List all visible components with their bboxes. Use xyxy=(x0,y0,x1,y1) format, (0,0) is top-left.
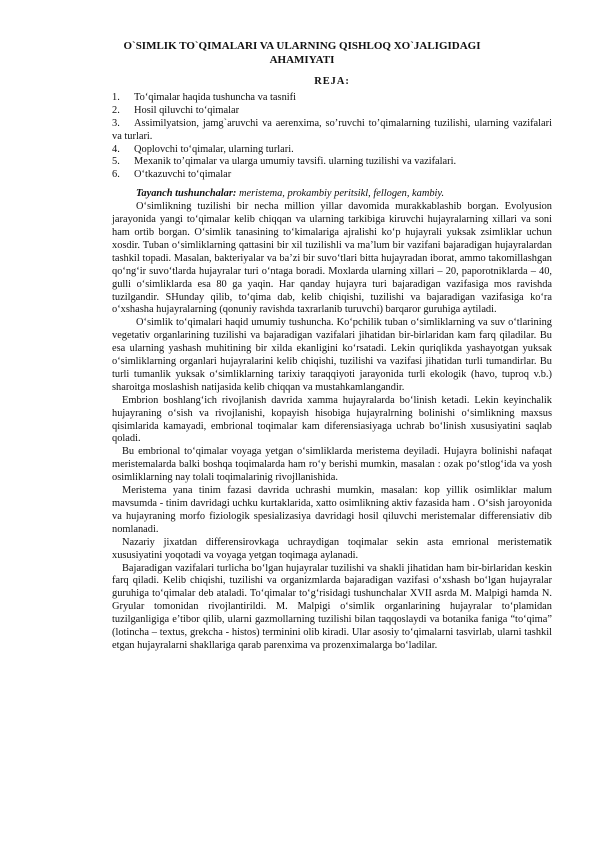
body-paragraph: Embrion boshlang‘ich rivojlanish davrida xamma hujayralarda bo‘linish ketadi. Lekin keyinchalik hujayraning o‘sish va rivojlanishi, kopayish hisobiga hujayralrning bolinishi o‘simlikning maxsus qisimlarida kamayadi, embrional toqimalar kam diferensiasiyaga uchrab bo‘linish xususiyatini saqlab qoladi. xyxy=(112,394,552,445)
plan-item-number: 1. xyxy=(112,91,120,103)
plan-item-number: 3. xyxy=(112,117,120,129)
plan-item xyxy=(112,118,552,144)
plan-item-text: Qoplovchi to‘qimalar, ularning turlari. xyxy=(134,143,294,155)
plan-item xyxy=(112,156,552,169)
title-line-1: O`SIMLIK TO`QIMALARI VA ULARNING QISHLOQ XO`JALIGIDAGI xyxy=(123,40,481,52)
plan-item-text: To‘qimalar haqida tushuncha va tasnifi xyxy=(134,91,297,103)
plan-item-text: Mexanik to’qimalar va ularga umumiy tavsifi. ularning tuzilishi va vazifalari. xyxy=(134,156,457,168)
body-paragraph: Bajaradigan vazifalari turlicha bo‘lgan hujayralar tuzilishi va shakli jihatidan ham bir-birlaridan keskin farq qiladi. Kelib chiqishi, tuzilishi va organizmlarda bajaradigan vazifasi o‘xshash bo‘lgan hujayralar guruhiga to‘qimalar deb ataladi. To‘qimalar to‘g‘risidagi tushunchalar XVII asrda M. Malpigi hamda N. Gryular tomonidan rivojlantirildi. M. Malpigi o‘simlik organlarining hujayralar to‘plamidan tuzilganligiga e’tibor qilib, ularni gazmollarning tuzilishi bilan taqqoslaydi va botanika faniga “to‘qima” (lotincha – textus, grekcha - histos) terminini olib kiradi. Ular asosiy to‘qimalarni tasvirlab, ularni tashkil etgan hujayralarni shakllariga qarab parenxima va prozenximalarga bo‘ladilar. xyxy=(112,562,552,651)
document-title xyxy=(52,40,552,67)
body-paragraph: O‘simlikning tuzilishi bir necha million yillar davomida murakkablashib borgan. Evolyusion jarayonida yangi to‘qimalar kelib chiqqan va ularning tarkibiga kiruvchi hujayralarning xillari va soni ham ortib borgan. O‘simlik tanasining to‘kimalariga ajralishi ko‘p hujayrali yuksak zsimliklar uchun xosdir. Tuban o‘simliklarning qattasini bir xil tuzilishli va ma’lum bir vazifani bajaradigan hujayralardan tashkil topadi. Masalan, bakteriyalar va ba’zi bir suvo‘tlari bitta hujayradan iborat, ammo takomillashgan qo‘ng‘ir suvo‘tlarda hujayralar turi o‘ntaga boradi. Moxlarda ularning xillari – 20, paporotniklarda – 40, gulli o‘simliklarda esa 80 ga yaqin. Har qanday hujayra turi bajaradigan vazifasiga mos ravishda tuzilgandir. SHunday qilib, to‘qima dab, kelib chiqishi, tuzilishi va bajaradigan vazifasiga ko‘ra o‘xshasha hujayralarning (qonuniy ravishda taxrarlanib turuvchi) barqaror guruhiga aytiladi. xyxy=(112,201,552,316)
plan-item-number: 4. xyxy=(112,143,120,155)
key-terms xyxy=(112,188,552,201)
key-terms-list: meristema, prokambiy peritsikl, fellogen, kambiy. xyxy=(236,188,445,200)
plan-item-number: 2. xyxy=(112,104,120,116)
plan-item xyxy=(112,169,552,182)
key-terms-label: Tayanch tushunchalar: xyxy=(136,188,237,200)
plan-heading: REJA: xyxy=(314,76,350,87)
plan-item xyxy=(112,144,552,157)
plan-item xyxy=(112,92,552,105)
plan-item-number: 6. xyxy=(112,169,120,181)
body-paragraph: Bu embrional to‘qimalar voyaga yetgan o‘simliklarda meristema deyiladi. Hujayra bolinishi nafaqat meristemalarda balki boshqa toqimalarda ham ro‘y berishi mumkin, masalan : ozak po‘stlog‘ida va yosh osimliklarning nay tolali toqimalarinig rivojllanishida. xyxy=(112,446,552,484)
body-paragraph: Meristema yana tinim fazasi davrida uchrashi mumkin, masalan: kop yillik osimliklar malum mavsumda - tinim davridagi uchku kurtaklarida, xatto osimlikning aktiv fazasida ham . O‘sish jaroyonida va hujayraning morfo fiziologik spesializasiya davridagi hosil qiluvchi meristemalar differensiativ dib nomlanadi. xyxy=(112,485,552,535)
plan-item-text: O‘tkazuvchi to‘qimalar xyxy=(134,169,232,181)
plan-item-text: Assimilyatsion, jamg`aruvchi va aerenxima, so’ruvchi to’qimalarning tuzilishi, ularning vazifalari va turlari. xyxy=(112,117,552,142)
plan-list xyxy=(112,92,552,182)
plan-item xyxy=(112,105,552,118)
body-paragraph: O‘simlik to‘qimalari haqid umumiy tushuncha. Ko‘pchilik tuban o‘simliklarning va suv o‘tlarining vegetativ organlarining tuzilishi va bajaradigan vazifalari jihatidan bir-birlaridan kam farq qiladilar. Bu esa ularning yashash muhitining bir xilda ekanligini ko‘rsatadi. Lekin quriqlikda yashayotgan yuksak o‘simliklarning organlari hujayralarini kelib chiqishi, tuzilishi va vazifasi jihatidan turli tumandirlar. Bu turli tumanlik yuksak o‘simliklarning tarixiy taraqqiyoti jarayonida turli ekologik (havo, tuproq v.b.) sharoitga moslashish natijasida kelib chiqqan va mustahkamlangandir. xyxy=(112,317,552,393)
plan-item-text: Hosil qiluvchi to‘qimalar xyxy=(134,104,240,116)
title-line-2: AHAMIYATI xyxy=(269,53,335,66)
body-paragraph: Nazariy jixatdan differensirovkaga uchraydigan toqimalar sekin asta emrional meristematik xususiyatini yoqotadi va voyaga yetgan toqimaga aylanadi. xyxy=(112,536,552,561)
plan-item-number: 5. xyxy=(112,156,120,168)
